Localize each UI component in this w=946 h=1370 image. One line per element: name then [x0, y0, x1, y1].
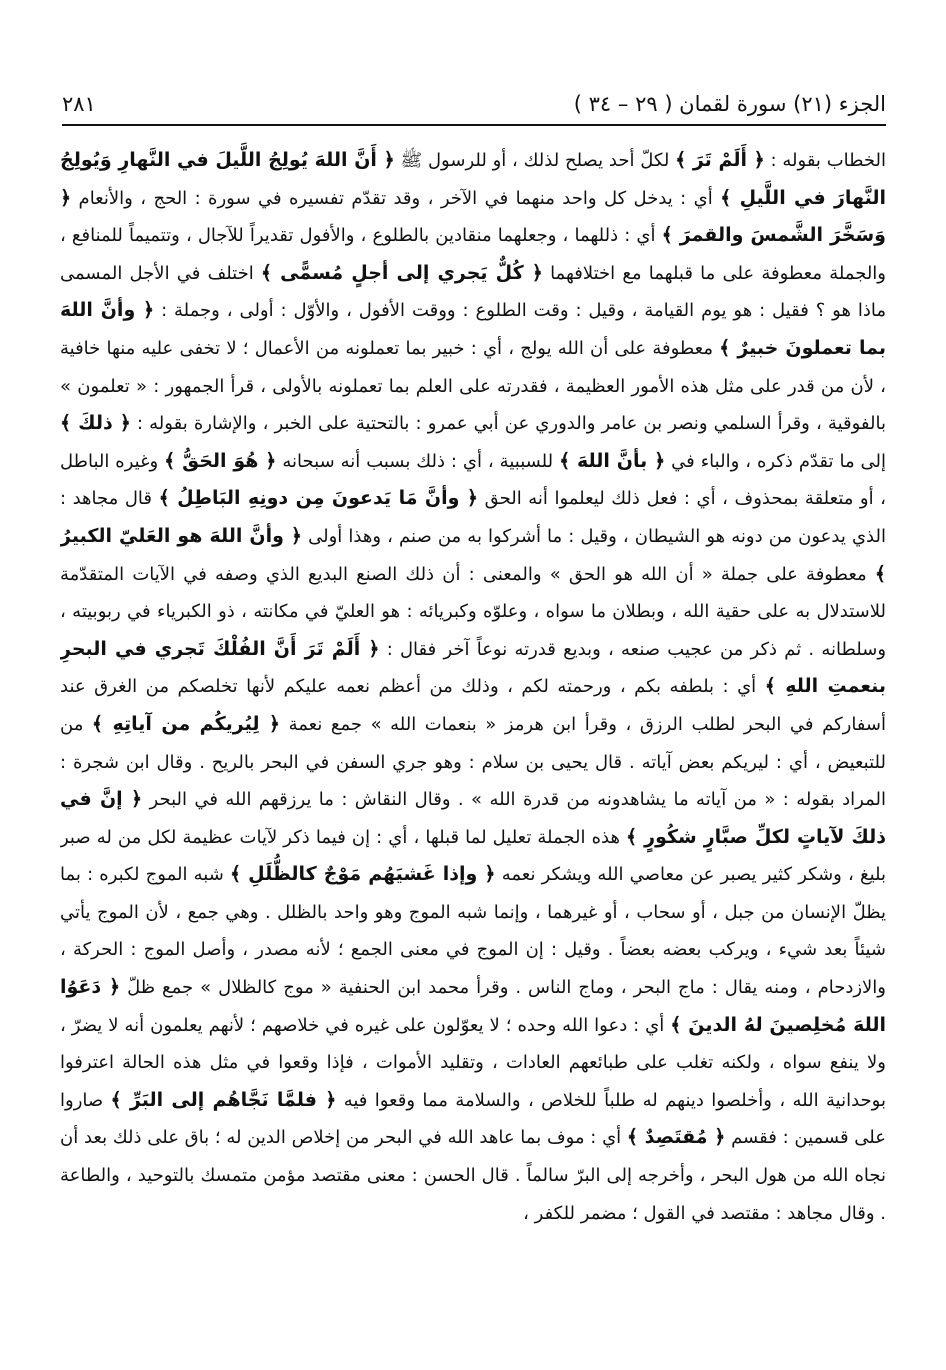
quran-quote: ﴿ وأنَّ اللهَ بما تعملونَ خبيرٌ ﴾ [60, 299, 886, 359]
commentary-segment: أي : يدخل كل واحد منهما في الآخر ، وقد تقدّم تفسيره في سورة : الحج ، والأنعام [71, 187, 721, 209]
commentary-text [60, 142, 886, 1272]
page-header [62, 90, 886, 126]
commentary-segment: أي : موف بما عاهد الله في البحر من إخلاص الدين له ؛ باق على ذلك بعد أن نجاه الله من هول البحر ، وأخرجه إلى البرّ سالماً . قال الحسن : معنى مقتصد مؤمن متمسك بالتوحيد ، والطاعة . وقال مجاهد : مقتصد في القول ؛ مضمر للكفر ، [60, 1127, 886, 1224]
commentary-segment: اختلف في الأجل المسمى ماذا هو ؟ فقيل : هو يوم القيامة ، وقيل : وقت الطلوع : ووقت الأفول ، والأوّل : أولى ، وجملة : [60, 262, 886, 322]
quran-quote: ﴿ وَسَخَّرَ الشَّمسَ والقمرَ ﴾ [60, 186, 886, 247]
commentary-segment: هذه الجملة تعليل لما قبلها ، أي : إن فيما ذكر لآيات عظيمة لكل من له صبر بليغ ، وشكر كثير يصبر عن معاصي الله ويشكر نعمه [60, 826, 886, 886]
commentary-segment: قال مجاهد : الذي يدعون من دونه هو الشيطان ، وقيل : ما أشركوا به من صنم ، وهذا أولى [60, 488, 886, 547]
quran-quote: ﴿ مُقتَصِدٌ ﴾ [626, 1126, 726, 1149]
commentary-segment: لكلّ أحد يصلح لذلك ، أو للرسول ﷺ [394, 150, 676, 171]
running-title: الجزء (٢١) سورة لقمان ( ٢٩ – ٣٤ ) [573, 92, 886, 116]
quran-quote: ﴿ وأنَّ مَا يَدعونَ مِن دونِهِ البَاطِلُ ﴾ [158, 487, 479, 510]
quran-quote: ﴿ وإذا غَشيَهُم مَوْجٌ كالظُّلَلِ ﴾ [229, 863, 496, 886]
quran-quote: ﴿ أَنَّ اللهَ يُولِجُ اللَّيلَ في النَّهارِ وَيُولِجُ النَّهارَ في اللَّيلِ ﴾ [60, 149, 886, 209]
commentary-segment: شبه الموج لكبره : بما يظلّ الإنسان من جبل ، أو سحاب ، أو غيرهما ، وإنما شبه الموج وهو واحد بالظلل . وهي جمع ، لأن الموج يأتي شيئاً بعد شيء ، ويركب بعضه بعضاً . وقيل : إن الموج في معنى الجمع ؛ لأنه مصدر ، وأصل الموج : الحركة ، والازدحام ، ومنه يقال : ماج البحر ، وماج الناس . وقرأ محمد ابن الحنفية « موج كالظلال » جمع ظلّ [60, 864, 886, 999]
commentary-segment: للسببية ، أي : ذلك بسبب أنه سبحانه [276, 450, 560, 472]
commentary-segment: معطوفة على جملة « أن الله هو الحق » والمعنى : أن ذلك الصنع البديع الذي وصفه في الآيات المتقدّمة للاستدلال به على حقية الله ، وبطلان ما سواه ، وعلوّه وكبريائه : هو العليّ في مكانته ، ذو الكبرياء في ربوبيته ، وسلطانه . ثم ذكر من عجيب صنعه ، وبديع قدرته نوعاً آخر فقال : [60, 563, 886, 660]
commentary-segment: أي : دعوا الله وحده ؛ لا يعوّلون على غيره في خلاصهم ؛ لأنهم يعلمون أنه لا يضرّ ، ولا ينفع سواه ، ولكنه تغلب على طبائعهم العادات ، وتقليد الأموات ، فإذا وقعوا في مثل هذه الحالة اعترفوا بوحدانية الله ، وأخلصوا دينهم له طلباً للخلاص ، والسلامة مما وقعوا فيه [60, 1014, 886, 1111]
quran-quote: ﴿ بأنَّ اللهَ ﴾ [559, 449, 666, 472]
commentary-segment: من للتبعيض ، أي : ليريكم بعض آياته . قال يحيى بن سلام : وهو جري السفن في البحر بالريح . وقال ابن شجرة : المراد بقوله : « من آياته ما يشاهدونه من قدرة الله » . وقال النقاش : ما يرزقهم الله في البحر [60, 713, 886, 811]
quran-quote: ﴿ وأنَّ اللهَ هو العَليّ الكبيرُ ﴾ [60, 524, 886, 585]
commentary-segment: الخطاب بقوله : [764, 150, 886, 171]
commentary-segment: معطوفة على أن الله يولج ، أي : خبير بما تعملونه من الأعمال ؛ لا تخفى عليه منها خافية ، لأن من قدر على مثل هذه الأمور العظيمة ، فقدرته على العلم بما تعملونه بالأولى ، قرأ الجمهور : « تعلمون » بالفوقية ، وقرأ السلمي ونصر بن عامر والدوري عن أبي عمرو : بالتحتية على الخبر ، والإشارة بقوله : [60, 337, 886, 435]
commentary-segment: إلى ما تقدّم ذكره ، والباء في [665, 450, 886, 472]
quran-quote: ﴿ لِيُريكُم من آياتِهِ ﴾ [91, 712, 281, 735]
commentary-segment: وغيره الباطل ، أو متعلقة بمحذوف ، أي : فعل ذلك ليعلموا أنه الحق [60, 450, 886, 510]
quran-quote: ﴿ هُوَ الحَقُّ ﴾ [164, 449, 277, 472]
quran-quote: ﴿ فلمَّا نَجَّاهُم إلى البَرِّ ﴾ [110, 1088, 337, 1111]
quran-quote: ﴿ ذلكَ ﴾ [60, 412, 131, 435]
quran-quote: ﴿ دَعَوُا اللهَ مُخلِصينَ لهُ الدينَ ﴾ [60, 976, 886, 1036]
page-number: ٢٨١ [62, 92, 96, 116]
commentary-segment: أي : بلطفه بكم ، ورحمته لكم ، وذلك من أعظم نعمه عليكم لأنها تخلصكم من الغرق عند أسفاركم في البحر لطلب الرزق ، وقرأ ابن هرمز « بنعمات الله » جمع نعمة [60, 676, 886, 735]
quran-quote: ﴿ أَلَمْ تَرَ ﴾ [675, 149, 765, 171]
commentary-segment: أي : ذللهما ، وجعلهما منقادين بالطلوع ، والأفول تقديراً للآجال ، وتتميماً للمنافع ، والجملة معطوفة على ما قبلهما مع اختلافهما [60, 225, 886, 284]
commentary-segment: صاروا على قسمين : فقسم [60, 1089, 886, 1149]
quran-quote: ﴿ أَلَمْ تَرَ أَنَّ الفُلْكَ تَجري في البحرِ بنعمتِ اللهِ ﴾ [60, 637, 886, 698]
paragraph [60, 142, 886, 1232]
quran-quote: ﴿ إنَّ في ذلكَ لآياتٍ لكلِّ صبَّارٍ شكُورٍ ﴾ [60, 788, 886, 848]
quran-quote: ﴿ كُلٌّ يَجري إلى أجلٍ مُسمًّى ﴾ [260, 261, 543, 284]
